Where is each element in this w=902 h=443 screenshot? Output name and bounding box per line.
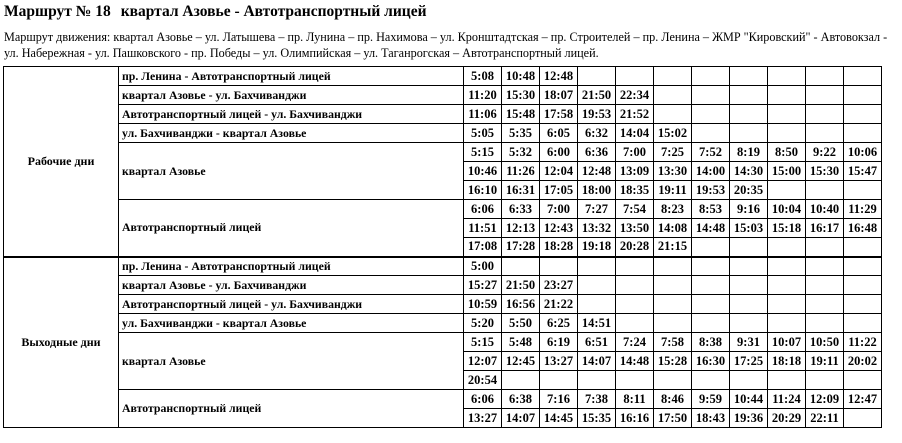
departure-time: [692, 314, 730, 333]
departure-time: 7:16: [540, 390, 578, 409]
departure-time: 17:08: [464, 238, 502, 257]
departure-time: 10:40: [806, 200, 844, 219]
departure-time: 7:52: [692, 143, 730, 162]
departure-time: 19:11: [654, 181, 692, 200]
departure-time: 14:45: [540, 409, 578, 428]
departure-time: 15:27: [464, 276, 502, 295]
departure-time: 19:11: [806, 352, 844, 371]
departure-time: [806, 257, 844, 276]
departure-time: 10:44: [730, 390, 768, 409]
departure-time: [730, 238, 768, 257]
departure-time: 12:07: [464, 352, 502, 371]
departure-time: [768, 295, 806, 314]
departure-time: 13:30: [654, 162, 692, 181]
direction-cell: Автотранспортный лицей - ул. Бахчиванджи: [119, 295, 464, 314]
departure-time: [692, 276, 730, 295]
departure-time: 7:25: [654, 143, 692, 162]
day-type-cell: Рабочие дни: [4, 67, 119, 257]
departure-time: 19:18: [578, 238, 616, 257]
departure-time: 18:28: [540, 238, 578, 257]
departure-time: 6:00: [540, 143, 578, 162]
departure-time: 5:20: [464, 314, 502, 333]
departure-time: 15:28: [654, 352, 692, 371]
departure-time: 8:50: [768, 143, 806, 162]
departure-time: [654, 276, 692, 295]
departure-time: 11:51: [464, 219, 502, 238]
departure-time: 21:50: [578, 86, 616, 105]
departure-time: [844, 124, 882, 143]
departure-time: [844, 371, 882, 390]
schedule-row: [4, 333, 882, 352]
departure-time: 6:19: [540, 333, 578, 352]
schedule-row: [4, 143, 882, 162]
departure-time: 14:04: [616, 124, 654, 143]
departure-time: 12:43: [540, 219, 578, 238]
route-number: Маршрут № 18: [4, 3, 111, 20]
departure-time: [578, 276, 616, 295]
departure-time: [806, 105, 844, 124]
departure-time: [768, 86, 806, 105]
departure-time: 16:30: [692, 352, 730, 371]
direction-cell: Автотранспортный лицей: [119, 200, 464, 257]
departure-time: [578, 257, 616, 276]
departure-time: [654, 67, 692, 86]
departure-time: [768, 238, 806, 257]
departure-time: 20:35: [730, 181, 768, 200]
schedule-row: [4, 124, 882, 143]
departure-time: 11:22: [844, 333, 882, 352]
departure-time: 17:28: [502, 238, 540, 257]
departure-time: 5:15: [464, 333, 502, 352]
departure-time: [768, 257, 806, 276]
departure-time: 17:25: [730, 352, 768, 371]
departure-time: 12:09: [806, 390, 844, 409]
departure-time: [692, 124, 730, 143]
departure-time: 19:53: [578, 105, 616, 124]
departure-time: 15:48: [502, 105, 540, 124]
departure-time: 15:00: [768, 162, 806, 181]
departure-time: [654, 86, 692, 105]
departure-time: [578, 67, 616, 86]
departure-time: 16:17: [806, 219, 844, 238]
departure-time: [616, 276, 654, 295]
route-name: квартал Азовье - Автотранспортный лицей: [120, 3, 427, 20]
schedule-table: [3, 66, 882, 428]
departure-time: 12:47: [844, 390, 882, 409]
departure-time: 14:48: [616, 352, 654, 371]
direction-cell: пр. Ленина - Автотранспортный лицей: [119, 67, 464, 86]
departure-time: [806, 124, 844, 143]
departure-time: 13:27: [540, 352, 578, 371]
departure-time: [768, 67, 806, 86]
departure-time: 6:32: [578, 124, 616, 143]
departure-time: 17:50: [654, 409, 692, 428]
route-description: Маршрут движения: квартал Азовье – ул. Латышева – пр. Лунина – пр. Нахимова – ул. Кронштадтская – пр. Строителей – пр. Ленина – ЖМР "Кировский" - Автовокзал - ул. Набережная - ул. Пашковского - пр. Победы – ул. Олимпийская – ул. Таганрогская – Автотранспортный лицей.: [4, 30, 888, 60]
departure-time: [692, 371, 730, 390]
departure-time: 16:31: [502, 181, 540, 200]
departure-time: [806, 295, 844, 314]
departure-time: 21:22: [540, 295, 578, 314]
departure-time: 10:48: [502, 67, 540, 86]
departure-time: 7:27: [578, 200, 616, 219]
departure-time: 5:32: [502, 143, 540, 162]
departure-time: 12:48: [578, 162, 616, 181]
schedule-row: [4, 276, 882, 295]
departure-time: 7:54: [616, 200, 654, 219]
departure-time: 14:51: [578, 314, 616, 333]
departure-time: [806, 238, 844, 257]
departure-time: 5:15: [464, 143, 502, 162]
departure-time: 8:19: [730, 143, 768, 162]
departure-time: 17:58: [540, 105, 578, 124]
departure-time: 6:33: [502, 200, 540, 219]
departure-time: [768, 371, 806, 390]
departure-time: 14:07: [578, 352, 616, 371]
departure-time: [730, 67, 768, 86]
departure-time: [844, 276, 882, 295]
departure-time: [768, 124, 806, 143]
departure-time: [578, 295, 616, 314]
departure-time: [844, 257, 882, 276]
departure-time: 21:50: [502, 276, 540, 295]
departure-time: [616, 314, 654, 333]
departure-time: [616, 371, 654, 390]
direction-cell: Автотранспортный лицей: [119, 390, 464, 428]
departure-time: [844, 86, 882, 105]
direction-cell: ул. Бахчиванджи - квартал Азовье: [119, 124, 464, 143]
departure-time: 11:29: [844, 200, 882, 219]
departure-time: [616, 67, 654, 86]
departure-time: 7:38: [578, 390, 616, 409]
departure-time: 13:27: [464, 409, 502, 428]
schedule-row: [4, 200, 882, 219]
departure-time: 15:18: [768, 219, 806, 238]
departure-time: 11:20: [464, 86, 502, 105]
departure-time: [806, 86, 844, 105]
departure-time: 15:02: [654, 124, 692, 143]
departure-time: [502, 371, 540, 390]
departure-time: [578, 371, 616, 390]
departure-time: [654, 295, 692, 314]
departure-time: 15:03: [730, 219, 768, 238]
departure-time: [502, 257, 540, 276]
departure-time: 21:15: [654, 238, 692, 257]
departure-time: 14:00: [692, 162, 730, 181]
schedule-row: [4, 390, 882, 409]
departure-time: 10:46: [464, 162, 502, 181]
departure-time: 20:29: [768, 409, 806, 428]
departure-time: 18:07: [540, 86, 578, 105]
departure-time: 5:08: [464, 67, 502, 86]
departure-time: 11:26: [502, 162, 540, 181]
departure-time: [616, 295, 654, 314]
departure-time: 10:06: [844, 143, 882, 162]
departure-time: 16:48: [844, 219, 882, 238]
departure-time: [844, 295, 882, 314]
departure-time: 10:50: [806, 333, 844, 352]
departure-time: 10:04: [768, 200, 806, 219]
departure-time: 5:50: [502, 314, 540, 333]
departure-time: [844, 181, 882, 200]
departure-time: 20:54: [464, 371, 502, 390]
departure-time: 18:00: [578, 181, 616, 200]
departure-time: [806, 371, 844, 390]
departure-time: 20:02: [844, 352, 882, 371]
departure-time: [654, 105, 692, 124]
departure-time: 8:53: [692, 200, 730, 219]
departure-time: [730, 124, 768, 143]
schedule-row: [4, 257, 882, 276]
departure-time: 8:11: [616, 390, 654, 409]
departure-time: 14:30: [730, 162, 768, 181]
departure-time: [616, 257, 654, 276]
departure-time: [730, 314, 768, 333]
departure-time: [730, 105, 768, 124]
departure-time: [730, 276, 768, 295]
departure-time: 22:34: [616, 86, 654, 105]
schedule-row: [4, 295, 882, 314]
direction-cell: Автотранспортный лицей - ул. Бахчиванджи: [119, 105, 464, 124]
departure-time: [768, 276, 806, 295]
direction-cell: квартал Азовье - ул. Бахчиванджи: [119, 86, 464, 105]
departure-time: [692, 67, 730, 86]
departure-time: 6:51: [578, 333, 616, 352]
direction-cell: ул. Бахчиванджи - квартал Азовье: [119, 314, 464, 333]
direction-cell: квартал Азовье - ул. Бахчиванджи: [119, 276, 464, 295]
departure-time: 16:10: [464, 181, 502, 200]
departure-time: 18:43: [692, 409, 730, 428]
direction-cell: пр. Ленина - Автотранспортный лицей: [119, 257, 464, 276]
departure-time: [692, 257, 730, 276]
departure-time: 16:16: [616, 409, 654, 428]
departure-time: 5:05: [464, 124, 502, 143]
departure-time: 9:16: [730, 200, 768, 219]
departure-time: [844, 238, 882, 257]
departure-time: 8:46: [654, 390, 692, 409]
departure-time: 6:36: [578, 143, 616, 162]
departure-time: 6:05: [540, 124, 578, 143]
departure-time: 7:58: [654, 333, 692, 352]
departure-time: 7:00: [540, 200, 578, 219]
departure-time: [806, 181, 844, 200]
departure-time: [692, 238, 730, 257]
departure-time: 11:06: [464, 105, 502, 124]
direction-cell: квартал Азовье: [119, 333, 464, 390]
departure-time: [540, 371, 578, 390]
departure-time: [844, 314, 882, 333]
departure-time: 10:59: [464, 295, 502, 314]
departure-time: 19:53: [692, 181, 730, 200]
departure-time: 14:07: [502, 409, 540, 428]
departure-time: [806, 67, 844, 86]
schedule-row: [4, 314, 882, 333]
departure-time: 15:35: [578, 409, 616, 428]
day-type-cell: Выходные дни: [4, 257, 119, 428]
departure-time: 21:52: [616, 105, 654, 124]
departure-time: 9:22: [806, 143, 844, 162]
departure-time: 12:04: [540, 162, 578, 181]
departure-time: [768, 105, 806, 124]
departure-time: 12:48: [540, 67, 578, 86]
departure-time: [730, 86, 768, 105]
departure-time: 12:45: [502, 352, 540, 371]
departure-time: 9:59: [692, 390, 730, 409]
departure-time: [654, 257, 692, 276]
departure-time: [730, 295, 768, 314]
schedule-row: [4, 105, 882, 124]
direction-cell: квартал Азовье: [119, 143, 464, 200]
departure-time: [844, 105, 882, 124]
departure-time: 7:24: [616, 333, 654, 352]
departure-time: [806, 276, 844, 295]
departure-time: 11:24: [768, 390, 806, 409]
departure-time: 6:06: [464, 200, 502, 219]
departure-time: [768, 181, 806, 200]
departure-time: 9:31: [730, 333, 768, 352]
departure-time: [844, 67, 882, 86]
page-title: [4, 3, 427, 21]
departure-time: [768, 314, 806, 333]
departure-time: [692, 105, 730, 124]
departure-time: 10:07: [768, 333, 806, 352]
departure-time: 6:06: [464, 390, 502, 409]
departure-time: 13:09: [616, 162, 654, 181]
departure-time: 23:27: [540, 276, 578, 295]
departure-time: 5:00: [464, 257, 502, 276]
departure-time: [654, 371, 692, 390]
departure-time: 13:50: [616, 219, 654, 238]
schedule-row: [4, 67, 882, 86]
departure-time: 6:25: [540, 314, 578, 333]
departure-time: 15:30: [806, 162, 844, 181]
departure-time: [806, 314, 844, 333]
departure-time: 14:48: [692, 219, 730, 238]
departure-time: [844, 409, 882, 428]
departure-time: 22:11: [806, 409, 844, 428]
departure-time: 15:47: [844, 162, 882, 181]
departure-time: 19:36: [730, 409, 768, 428]
departure-time: 20:28: [616, 238, 654, 257]
departure-time: [654, 314, 692, 333]
departure-time: 16:56: [502, 295, 540, 314]
departure-time: 15:30: [502, 86, 540, 105]
departure-time: 6:38: [502, 390, 540, 409]
schedule-row: [4, 86, 882, 105]
departure-time: 13:32: [578, 219, 616, 238]
departure-time: 18:18: [768, 352, 806, 371]
departure-time: 14:08: [654, 219, 692, 238]
departure-time: 7:00: [616, 143, 654, 162]
departure-time: 12:13: [502, 219, 540, 238]
departure-time: [540, 257, 578, 276]
departure-time: [730, 371, 768, 390]
departure-time: 5:35: [502, 124, 540, 143]
departure-time: [692, 295, 730, 314]
departure-time: [692, 86, 730, 105]
departure-time: 5:48: [502, 333, 540, 352]
departure-time: 18:35: [616, 181, 654, 200]
departure-time: 17:05: [540, 181, 578, 200]
departure-time: 8:23: [654, 200, 692, 219]
departure-time: 8:38: [692, 333, 730, 352]
departure-time: [730, 257, 768, 276]
